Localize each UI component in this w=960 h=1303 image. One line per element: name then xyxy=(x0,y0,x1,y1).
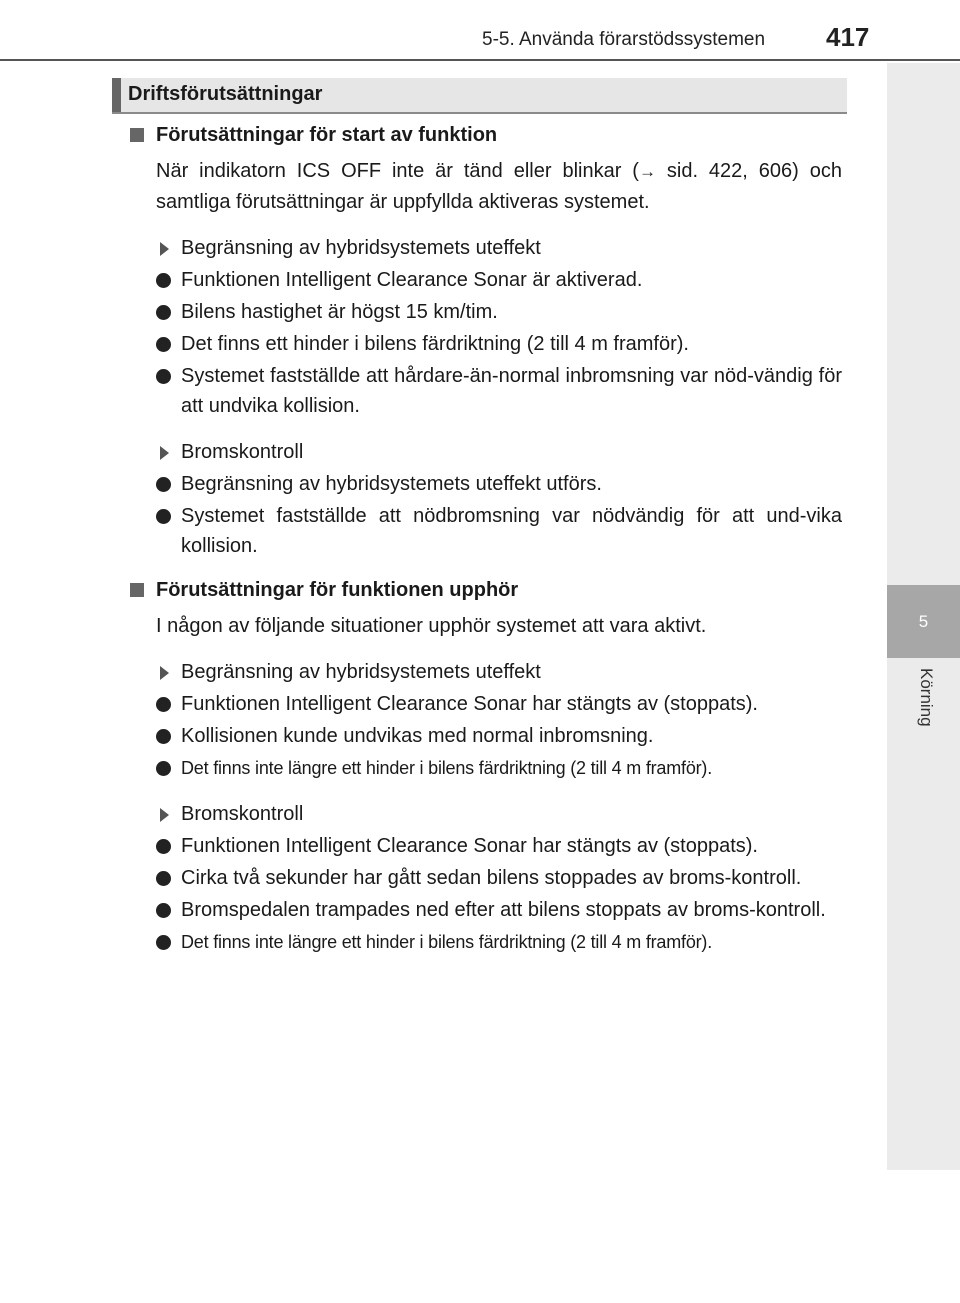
group-title xyxy=(156,657,842,687)
triangle-bullet-icon xyxy=(160,666,169,680)
triangle-bullet-icon xyxy=(160,242,169,256)
list-item xyxy=(156,863,842,893)
round-bullet-icon xyxy=(156,273,171,288)
intro-paragraph xyxy=(156,156,842,217)
list-item-text: Cirka två sekunder har gått sedan bilens stoppades av broms-kontroll. xyxy=(181,867,802,889)
list-item xyxy=(156,265,842,295)
group-title xyxy=(156,233,842,263)
square-bullet-icon xyxy=(130,128,144,142)
group-title-text: Begränsning av hybridsystemets uteffekt xyxy=(181,237,541,259)
list-item-text: Bilens hastighet är högst 15 km/tim. xyxy=(181,301,498,323)
section-title: Driftsförutsättningar xyxy=(128,83,323,105)
list-item-text: Kollisionen kunde undvikas med normal inbromsning. xyxy=(181,725,654,747)
list-item xyxy=(156,329,842,359)
section-header xyxy=(112,78,847,114)
list-item-text: Det finns ett hinder i bilens färdriktning (2 till 4 m framför). xyxy=(181,333,689,355)
heading-stop-conditions xyxy=(130,575,842,605)
round-bullet-icon xyxy=(156,935,171,950)
list-item xyxy=(156,501,842,561)
group-title-text: Begränsning av hybridsystemets uteffekt xyxy=(181,661,541,683)
chapter-number: 5 xyxy=(918,611,929,631)
header-rule xyxy=(0,59,960,61)
heading-start-conditions xyxy=(130,120,842,150)
list-item-text: Bromspedalen trampades ned efter att bilens stoppats av broms-kontroll. xyxy=(181,899,826,921)
round-bullet-icon xyxy=(156,477,171,492)
heading-text: Förutsättningar för funktionen upphör xyxy=(156,579,519,601)
list-item-text: Det finns inte längre ett hinder i bilens färdriktning (2 till 4 m framför). xyxy=(181,932,713,952)
square-bullet-icon xyxy=(130,583,144,597)
side-tab-background-top xyxy=(887,63,960,585)
intro-text-start: När indikatorn ICS OFF inte är tänd eller blinkar ( xyxy=(156,160,639,182)
round-bullet-icon xyxy=(156,729,171,744)
round-bullet-icon xyxy=(156,871,171,886)
round-bullet-icon xyxy=(156,761,171,776)
group-title xyxy=(156,437,842,467)
page-number: 417 xyxy=(826,22,870,52)
group-title xyxy=(156,799,842,829)
list-item xyxy=(156,831,842,861)
triangle-bullet-icon xyxy=(160,808,169,822)
list-item xyxy=(156,927,842,957)
round-bullet-icon xyxy=(156,903,171,918)
heading-text: Förutsättningar för start av funktion xyxy=(156,124,498,146)
list-item xyxy=(156,689,842,719)
list-item xyxy=(156,895,842,925)
content xyxy=(130,120,842,957)
list-item xyxy=(156,297,842,327)
list-item xyxy=(156,469,842,499)
group-title-text: Bromskontroll xyxy=(181,441,304,463)
intro-text-end: sid. 422, 606) och samtliga förutsättningar är uppfyllda aktiveras systemet. xyxy=(156,160,842,213)
section-header-bar xyxy=(112,78,121,112)
round-bullet-icon xyxy=(156,509,171,524)
chapter-tab xyxy=(887,585,960,658)
stop-paragraph: I någon av följande situationer upphör systemet att vara aktivt. xyxy=(156,615,707,637)
header-section-title: 5-5. Använda förarstödssystemen xyxy=(482,29,766,50)
group-title-text: Bromskontroll xyxy=(181,803,304,825)
list-item-text: Systemet fastställde att nödbromsning var nödvändig för att und-vika kollision. xyxy=(181,505,842,557)
round-bullet-icon xyxy=(156,697,171,712)
list-item xyxy=(156,753,842,783)
round-bullet-icon xyxy=(156,305,171,320)
round-bullet-icon xyxy=(156,369,171,384)
round-bullet-icon xyxy=(156,337,171,352)
list-item-text: Begränsning av hybridsystemets uteffekt utförs. xyxy=(181,473,602,495)
list-item-text: Systemet fastställde att hårdare-än-normal inbromsning var nöd-vändig för att undvika kollision. xyxy=(181,365,842,417)
chapter-label: Körning xyxy=(917,668,936,727)
round-bullet-icon xyxy=(156,839,171,854)
list-item-text: Det finns inte längre ett hinder i bilens färdriktning (2 till 4 m framför). xyxy=(181,758,713,778)
list-item xyxy=(156,721,842,751)
triangle-bullet-icon xyxy=(160,446,169,460)
list-item-text: Funktionen Intelligent Clearance Sonar är aktiverad. xyxy=(181,269,643,291)
list-item-text: Funktionen Intelligent Clearance Sonar har stängts av (stoppats). xyxy=(181,693,758,715)
list-item xyxy=(156,361,842,421)
arrow-icon: → xyxy=(638,162,656,181)
list-item-text: Funktionen Intelligent Clearance Sonar har stängts av (stoppats). xyxy=(181,835,758,857)
